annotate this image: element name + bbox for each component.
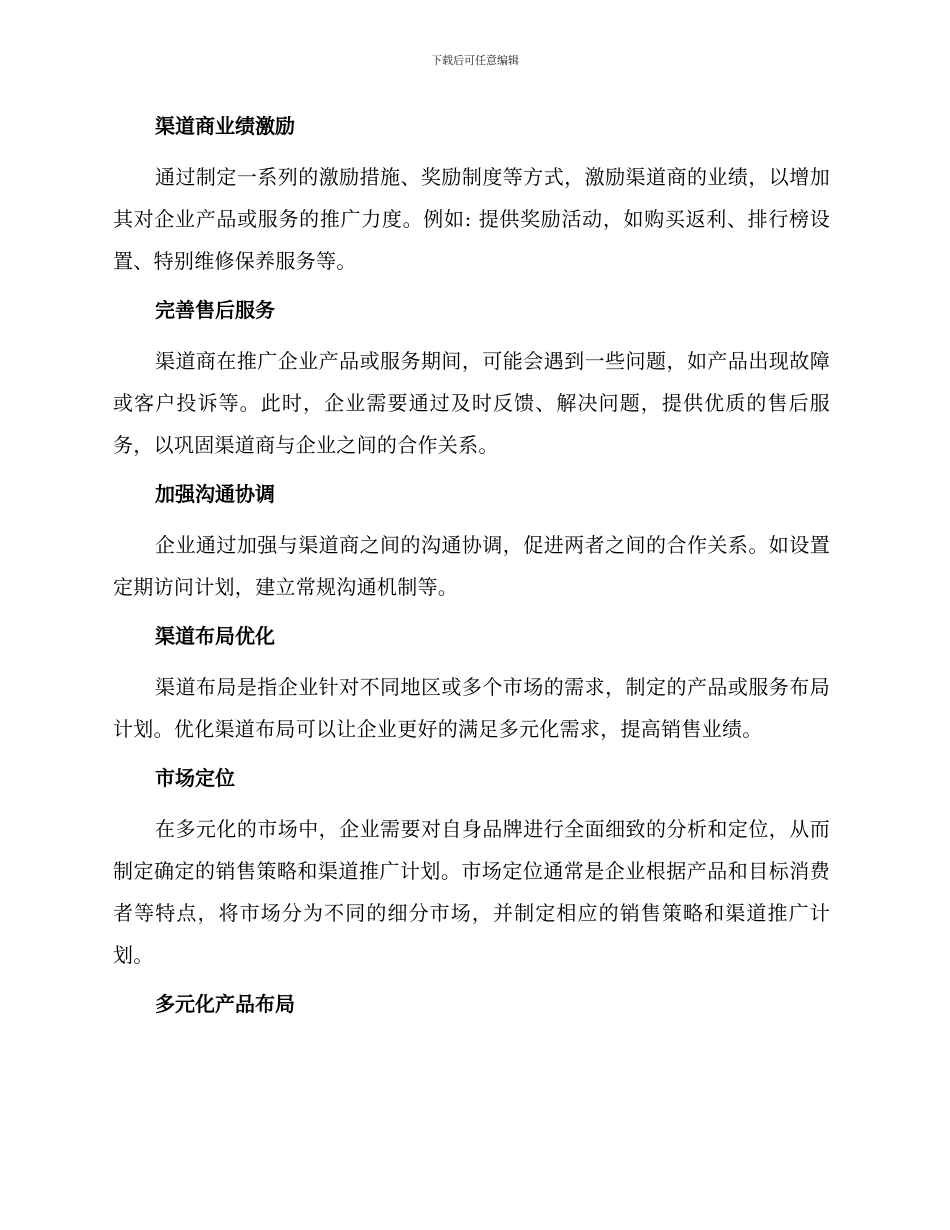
section-paragraph: 渠道商在推广企业产品或服务期间，可能会遇到一些问题，如产品出现故障或客户投诉等。此时，企业需要通过及时反馈、解决问题，提供优质的售后服务，以巩固渠道商与企业之间的合作关系。 [113,349,830,457]
document-body [113,112,830,1034]
section-heading: 多元化产品布局 [155,992,295,1016]
section-channel-performance-incentive [113,112,830,282]
section-paragraph: 渠道布局是指企业针对不同地区或多个市场的需求，制定的产品或服务布局计划。优化渠道布局可以让企业更好的满足多元化需求，提高销售业绩。 [113,675,830,741]
section-paragraph: 在多元化的市场中，企业需要对自身品牌进行全面细致的分析和定位，从而制定确定的销售策略和渠道推广计划。市场定位通常是企业根据产品和目标消费者等特点，将市场分为不同的细分市场，并制定相应的销售策略和渠道推广计划。 [113,817,830,967]
section-channel-layout-optimization [113,622,830,750]
section-heading: 渠道布局优化 [155,624,275,648]
section-heading: 加强沟通协调 [155,482,275,506]
section-paragraph: 企业通过加强与渠道商之间的沟通协调，促进两者之间的合作关系。如设置定期访问计划，建立常规沟通机制等。 [113,533,830,599]
section-heading: 市场定位 [155,766,235,790]
section-after-sales-service [113,296,830,466]
section-paragraph: 通过制定一系列的激励措施、奖励制度等方式，激励渠道商的业绩，以增加其对企业产品或服务的推广力度。例如: 提供奖励活动，如购买返利、排行榜设置、特别维修保养服务等。 [113,165,830,273]
page-header: 下载后可任意编辑 [431,54,519,67]
section-heading: 完善售后服务 [155,298,275,322]
section-market-positioning [113,764,830,976]
section-communication-coordination [113,480,830,608]
section-heading: 渠道商业绩激励 [155,114,295,138]
section-diversified-product-layout [113,990,830,1018]
